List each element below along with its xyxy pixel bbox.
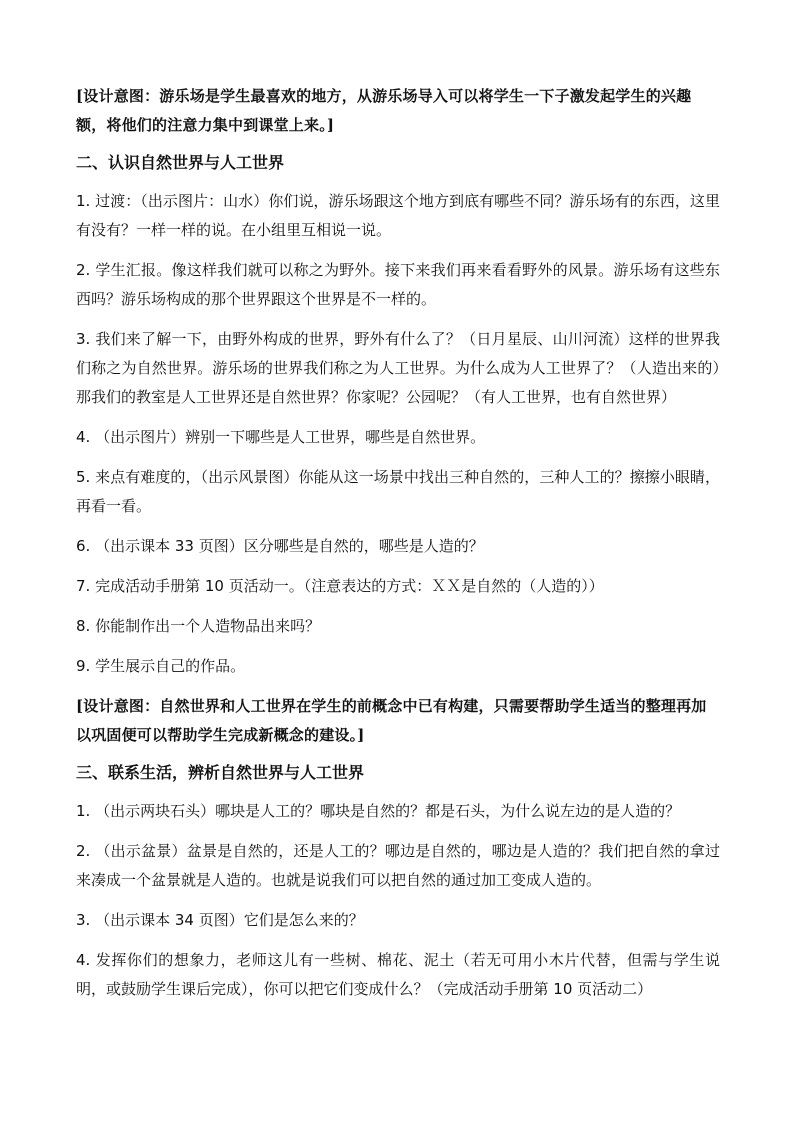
section2-item-6: 6. （出示课本 33 页图）区分哪些是自然的，哪些是人造的？ [76, 537, 484, 555]
section2-item-2: 2. 学生汇报。像这样我们就可以称之为野外。接下来我们再来看看野外的风景。游乐场有这些东西吗？游乐场构成的那个世界跟这个世界是不一样的。 [76, 261, 720, 308]
design-intent-1: [设计意图：游乐场是学生最喜欢的地方，从游乐场导入可以将学生一下子激发起学生的兴趣额，将他们的注意力集中到课堂上来。] [76, 87, 692, 134]
section3-item-3: 3. （出示课本 34 页图）它们是怎么来的？ [76, 911, 364, 929]
section2-item-3: 3. 我们来了解一下，由野外构成的世界，野外有什么了？（日月星辰、山川河流）这样的世界我们称之为自然世界。游乐场的世界我们称之为人工世界。为什么成为人工世界了？（人造出来的）那我们的教室是人工世界还是自然世界？你家呢？公园呢？（有人工世界，也有自然世界） [76, 330, 720, 406]
section2-item-7: 7. 完成活动手册第 10 页活动一。（注意表达的方式：ＸＸ是自然的（人造的）） [76, 577, 604, 595]
section2-item-1: 1. 过渡：（出示图片：山水）你们说，游乐场跟这个地方到底有哪些不同？游乐场有的东西，这里有没有？一样一样的说。在小组里互相说一说。 [76, 192, 720, 239]
section2-item-4: 4. （出示图片）辨别一下哪些是人工世界，哪些是自然世界。 [76, 428, 486, 446]
section3-item-2: 2. （出示盆景）盆景是自然的，还是人工的？哪边是自然的，哪边是人造的？我们把自然的拿过来凑成一个盆景就是人造的。也就是说我们可以把自然的通过加工变成人造的。 [76, 842, 720, 889]
design-intent-2: [设计意图：自然世界和人工世界在学生的前概念中已有构建，只需要帮助学生适当的整理再加以巩固便可以帮助学生完成新概念的建设。] [76, 697, 707, 744]
document-page [76, 82, 720, 1004]
section2-item-9: 9. 学生展示自己的作品。 [76, 657, 246, 675]
section3-item-4: 4. 发挥你们的想象力，老师这儿有一些树、棉花、泥土（若无可用小木片代替，但需与学生说明，或鼓励学生课后完成），你可以把它们变成什么？（完成活动手册第 10 页活动二） [76, 951, 720, 998]
section3-item-1: 1. （出示两块石头）哪块是人工的？哪块是自然的？都是石头，为什么说左边的是人造的？ [76, 802, 681, 820]
section-heading-2: 二、认识自然世界与人工世界 [76, 153, 285, 172]
section2-item-5: 5. 来点有难度的，（出示风景图）你能从这一场景中找出三种自然的，三种人工的？擦擦小眼睛，再看一看。 [76, 468, 720, 515]
section-heading-3: 三、联系生活，辨析自然世界与人工世界 [76, 763, 365, 782]
section2-item-8: 8. 你能制作出一个人造物品出来吗？ [76, 617, 321, 635]
